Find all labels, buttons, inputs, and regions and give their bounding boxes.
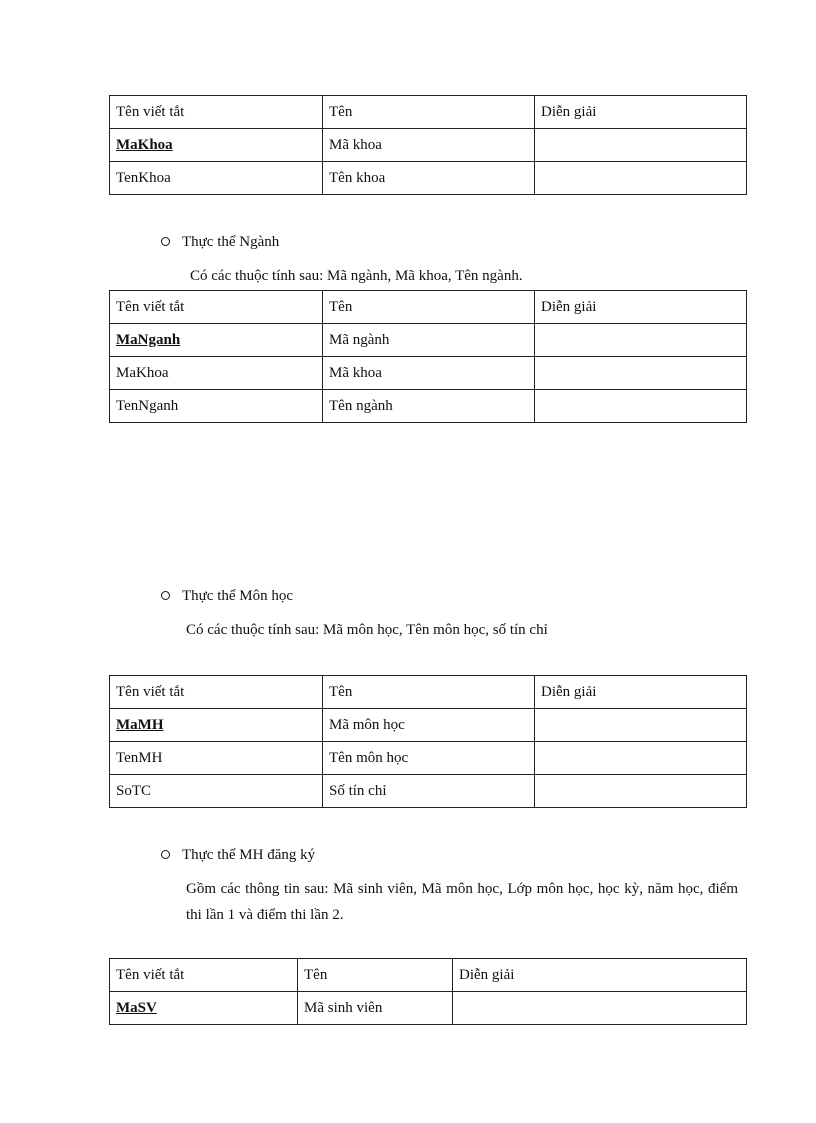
field-abbr: MaKhoa bbox=[110, 357, 323, 390]
monhoc-table bbox=[109, 675, 747, 808]
nganh-heading: Thực thể Ngành bbox=[182, 234, 280, 250]
mhdangky-heading: Thực thể MH đăng ký bbox=[182, 847, 316, 863]
field-desc bbox=[535, 357, 747, 390]
table-header-row bbox=[110, 96, 747, 129]
field-desc bbox=[535, 162, 747, 195]
header-name: Tên bbox=[323, 96, 535, 129]
khoa-table bbox=[109, 95, 747, 195]
field-name: Mã khoa bbox=[323, 357, 535, 390]
header-abbr: Tên viết tắt bbox=[110, 676, 323, 709]
bullet-circle-icon bbox=[161, 237, 170, 246]
bullet-circle-icon bbox=[161, 850, 170, 859]
table-header-row bbox=[110, 676, 747, 709]
header-name: Tên bbox=[298, 959, 453, 992]
mhdangky-description: Gồm các thông tin sau: Mã sinh viên, Mã môn học, Lớp môn học, học kỳ, năm học, điểm thi lần 1 và điểm thi lần 2. bbox=[186, 881, 738, 923]
table-row bbox=[110, 324, 747, 357]
header-desc: Diễn giải bbox=[535, 96, 747, 129]
field-desc bbox=[535, 775, 747, 808]
table-header-row bbox=[110, 291, 747, 324]
monhoc-heading: Thực thể Môn học bbox=[182, 588, 294, 604]
header-desc: Diễn giải bbox=[535, 291, 747, 324]
table-row bbox=[110, 357, 747, 390]
field-desc bbox=[453, 992, 747, 1025]
nganh-bullet bbox=[161, 234, 279, 251]
field-abbr: TenKhoa bbox=[110, 162, 323, 195]
field-name: Số tín chỉ bbox=[323, 775, 535, 808]
table-row bbox=[110, 390, 747, 423]
key-field-abbr: MaSV bbox=[110, 992, 298, 1025]
field-name: Tên ngành bbox=[323, 390, 535, 423]
bullet-circle-icon bbox=[161, 591, 170, 600]
key-field-abbr: MaNganh bbox=[110, 324, 323, 357]
key-field-abbr: MaMH bbox=[110, 709, 323, 742]
field-name: Mã môn học bbox=[323, 709, 535, 742]
field-desc bbox=[535, 742, 747, 775]
nganh-table bbox=[109, 290, 747, 423]
field-name: Mã khoa bbox=[323, 129, 535, 162]
field-name: Mã ngành bbox=[323, 324, 535, 357]
field-abbr: SoTC bbox=[110, 775, 323, 808]
field-abbr: TenMH bbox=[110, 742, 323, 775]
field-desc bbox=[535, 390, 747, 423]
header-desc: Diễn giải bbox=[535, 676, 747, 709]
monhoc-description: Có các thuộc tính sau: Mã môn học, Tên môn học, số tín chỉ bbox=[186, 622, 548, 638]
header-abbr: Tên viết tắt bbox=[110, 959, 298, 992]
field-desc bbox=[535, 129, 747, 162]
table-row bbox=[110, 992, 747, 1025]
field-desc bbox=[535, 324, 747, 357]
field-name: Mã sinh viên bbox=[298, 992, 453, 1025]
header-abbr: Tên viết tắt bbox=[110, 96, 323, 129]
header-name: Tên bbox=[323, 291, 535, 324]
key-field-abbr: MaKhoa bbox=[110, 129, 323, 162]
table-row bbox=[110, 775, 747, 808]
table-header-row bbox=[110, 959, 747, 992]
header-name: Tên bbox=[323, 676, 535, 709]
table-row bbox=[110, 129, 747, 162]
mhdangky-table bbox=[109, 958, 747, 1025]
nganh-description: Có các thuộc tính sau: Mã ngành, Mã khoa, Tên ngành. bbox=[190, 268, 523, 284]
table-row bbox=[110, 709, 747, 742]
field-desc bbox=[535, 709, 747, 742]
table-row bbox=[110, 742, 747, 775]
header-abbr: Tên viết tắt bbox=[110, 291, 323, 324]
field-name: Tên môn học bbox=[323, 742, 535, 775]
header-desc: Diễn giải bbox=[453, 959, 747, 992]
field-name: Tên khoa bbox=[323, 162, 535, 195]
table-row bbox=[110, 162, 747, 195]
monhoc-bullet bbox=[161, 588, 293, 605]
mhdangky-bullet bbox=[161, 847, 315, 864]
field-abbr: TenNganh bbox=[110, 390, 323, 423]
